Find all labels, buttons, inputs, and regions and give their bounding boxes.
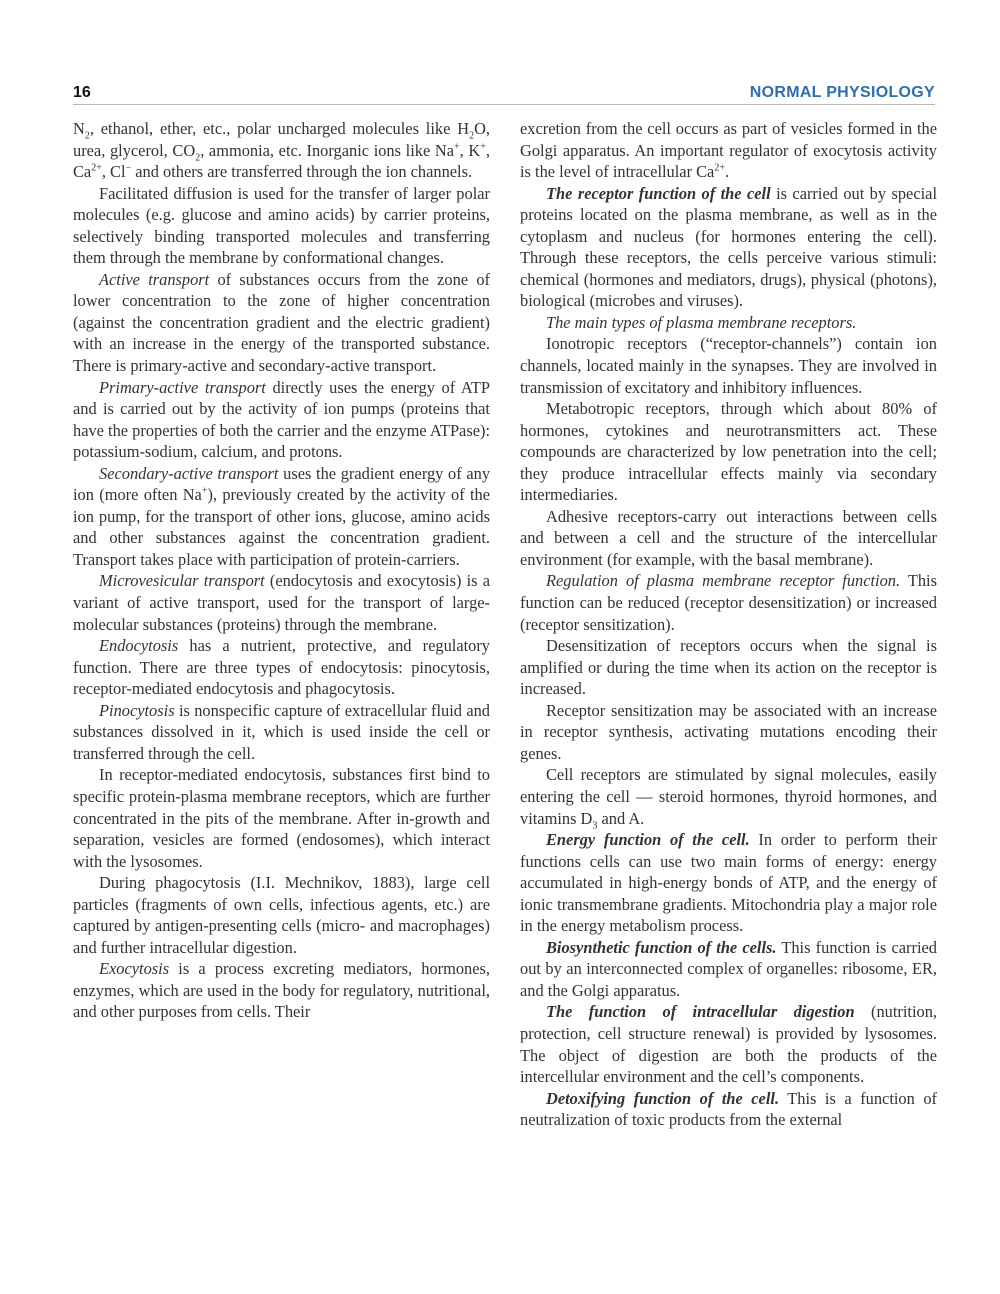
text-run: This function is carried out by an interconnected complex of organelles: ribosome, ER, and the Golgi apparatus. xyxy=(520,937,937,1000)
subheading-receptor-types xyxy=(520,312,937,334)
paragraph-intracellular-digestion xyxy=(520,1001,937,1087)
right-column xyxy=(520,118,937,1131)
text-run: , ammonia, etc. Inorganic ions like Na xyxy=(200,140,455,160)
paragraph-biosynthetic-function xyxy=(520,937,937,1002)
subscript: 2 xyxy=(84,130,90,142)
paragraph-adhesive-receptors: Adhesive receptors-carry out interactions between cells and between a cell and the structure of the intercellular environment (for example, with the basal membrane). xyxy=(520,506,937,569)
page-header xyxy=(73,82,935,105)
text-run: This function can be reduced (receptor desensitization) or increased (receptor sensitization). xyxy=(520,571,937,634)
text-run: (endocytosis and exocytosis) is a variant of active transport, used for the transport of large-molecular substances (proteins) through the membrane. xyxy=(73,571,490,634)
paragraph-secondary-active-transport xyxy=(73,463,490,571)
term-exocytosis: Exocytosis xyxy=(99,959,170,979)
text-run: of substances occurs from the zone of lower concentration to the zone of higher concentration (against the concentration gradient and the electric gradient) with an increase in the energy of the transported substance. There is primary-active and secondary-active transport. xyxy=(73,269,490,376)
term-microvesicular-transport: Microvesicular transport xyxy=(99,571,265,591)
paragraph-desensitization: Desensitization of receptors occurs when the signal is amplified or during the time when its action on the receptor is increased. xyxy=(520,636,937,699)
text-run: and others are transferred through the ion channels. xyxy=(131,162,473,182)
text-run: N xyxy=(73,119,85,138)
superscript: + xyxy=(480,141,486,153)
term-primary-active-transport: Primary-active transport xyxy=(99,377,266,397)
text-run: , K xyxy=(459,140,481,160)
paragraph-molecules-ions xyxy=(73,118,490,183)
paragraph-ionotropic-receptors: Ionotropic receptors (“receptor-channels”) contain ion channels, located mainly in the synapses. They are involved in transmission of excitatory and inhibitory influences. xyxy=(520,334,937,397)
text-run: (nutrition, protection, cell structure renewal) is provided by lysosomes. The object of digestion are both the products of the intercellular environment and the cell’s components. xyxy=(520,1002,938,1087)
paragraph-phagocytosis: During phagocytosis (I.I. Mechnikov, 1883), large cell particles (fragments of own cells, infectious agents, etc.) are captured by antigen-presenting cells (micro- and macrophages) and further intracellular digestion. xyxy=(73,873,490,957)
text-run: . xyxy=(724,162,730,182)
superscript: − xyxy=(125,162,132,174)
term-endocytosis: Endocytosis xyxy=(99,636,179,656)
term-biosynthetic-function: Biosynthetic function of the cells. xyxy=(546,937,777,957)
paragraph-exocytosis-continued xyxy=(520,118,937,183)
left-column xyxy=(73,118,490,1023)
text-run: O, urea, glycerol, CO xyxy=(73,119,490,160)
superscript: + xyxy=(201,485,208,497)
paragraph-metabotropic-receptors: Metabotropic receptors, through which about 80% of hormones, cytokines and neurotransmitters act. These compounds are characterized by low penetration into the cell; they produce intracellular effects mainly via secondary intermediaries. xyxy=(520,399,937,505)
text-run: has a nutrient, protective, and regulatory function. There are three types of endocytosis: pinocytosis, receptor-mediated endocytosis and phagocytosis. xyxy=(73,636,490,699)
paragraph-exocytosis xyxy=(73,958,490,1023)
term-detoxifying-function: Detoxifying function of the cell. xyxy=(546,1088,780,1108)
subscript: 2 xyxy=(469,130,475,142)
term-energy-function: Energy function of the cell. xyxy=(546,830,750,850)
superscript: 2+ xyxy=(91,162,102,174)
paragraph-primary-active-transport xyxy=(73,377,490,463)
paragraph-active-transport xyxy=(73,269,490,377)
superscript: + xyxy=(454,141,460,153)
paragraph-pinocytosis xyxy=(73,700,490,765)
paragraph-detoxifying-function xyxy=(520,1088,937,1131)
subheading-text: The main types of plasma membrane receptors. xyxy=(546,312,857,332)
term-active-transport: Active transport xyxy=(99,269,210,289)
text-run: is a process excreting mediators, hormones, enzymes, which are used in the body for regulatory, nutritional, and other purposes from cells. Their xyxy=(73,959,490,1022)
paragraph-energy-function xyxy=(520,829,937,937)
text-run: In order to perform their functions cells can use two main forms of energy: energy accumulated in high-energy bonds of ATP, and the energy of ionic transmembrane gradients. Mitochondria play a major role in the energy metabolism process. xyxy=(520,830,937,936)
superscript: 2+ xyxy=(714,162,725,174)
text-run: and A. xyxy=(597,808,645,828)
text-run: ), previously created by the activity of the ion pump, for the transport of other ions, glucose, amino acids and other substances against the concentration gradient. Transport takes place with participation of protein-carriers. xyxy=(73,485,490,569)
text-run: , ethanol, ether, etc., polar uncharged molecules like H xyxy=(89,119,470,138)
text-run: excretion from the cell occurs as part of vesicles formed in the Golgi apparatus. An important regulator of exocytosis activity is the level of intracellular Ca xyxy=(520,119,937,182)
text-run: , Ca xyxy=(73,140,490,182)
term-pinocytosis: Pinocytosis xyxy=(99,700,175,720)
subscript: 2 xyxy=(195,151,201,163)
page-number: 16 xyxy=(73,84,91,101)
paragraph-facilitated-diffusion: Facilitated diffusion is used for the transfer of larger polar molecules (e.g. glucose and amino acids) by carrier proteins, selectively binding transported molecules and transferring them through the membrane by conformational changes. xyxy=(73,183,490,268)
paragraph-receptor-mediated-endocytosis: In receptor-mediated endocytosis, substances first bind to specific protein-plasma membrane receptors, which are further concentrated in the pits of the membrane. After in-growth and separation, vesicles are formed (endosomes), which interact with the lysosomes. xyxy=(73,765,490,871)
subscript: 3 xyxy=(592,819,598,831)
text-run: is nonspecific capture of extracellular fluid and substances dissolved in it, which is used inside the cell or transferred through the cell. xyxy=(73,700,490,763)
paragraph-receptor-function xyxy=(520,183,937,312)
text-run: Cell receptors are stimulated by signal molecules, easily entering the cell — steroid hormones, thyroid hormones, and vitamins D xyxy=(520,765,937,828)
text-run: is carried out by special proteins located on the plasma membrane, as well as in the cytoplasm and nucleus (for hormones entering the cell). Through these receptors, the cells perceive various stimuli: chemical (hormones and mediators, drugs), physical (photons), biological (microbes and viruses). xyxy=(520,183,937,311)
paragraph-receptor-regulation xyxy=(520,570,937,635)
paragraph-microvesicular-transport xyxy=(73,570,490,635)
paragraph-endocytosis xyxy=(73,635,490,700)
term-secondary-active-transport: Secondary-active transport xyxy=(99,463,279,483)
text-run: directly uses the energy of ATP and is carried out by the activity of ion pumps (proteins that have the properties of both the carrier and the enzyme ATPase): potassium-sodium, calcium, and protons. xyxy=(73,377,491,462)
running-head: NORMAL PHYSIOLOGY xyxy=(749,84,935,101)
text-run: , Cl xyxy=(101,162,126,182)
paragraph-signal-molecules xyxy=(520,764,937,829)
term-receptor-regulation: Regulation of plasma membrane receptor function. xyxy=(546,571,901,591)
paragraph-sensitization: Receptor sensitization may be associated with an increase in receptor synthesis, activating mutations encoding their genes. xyxy=(520,700,937,763)
term-intracellular-digestion: The function of intracellular digestion xyxy=(546,1002,855,1022)
term-receptor-function: The receptor function of the cell xyxy=(546,183,771,203)
text-run: This is a function of neutralization of toxic products from the external xyxy=(520,1088,937,1130)
text-run: uses the gradient energy of any ion (more often Na xyxy=(73,463,491,505)
